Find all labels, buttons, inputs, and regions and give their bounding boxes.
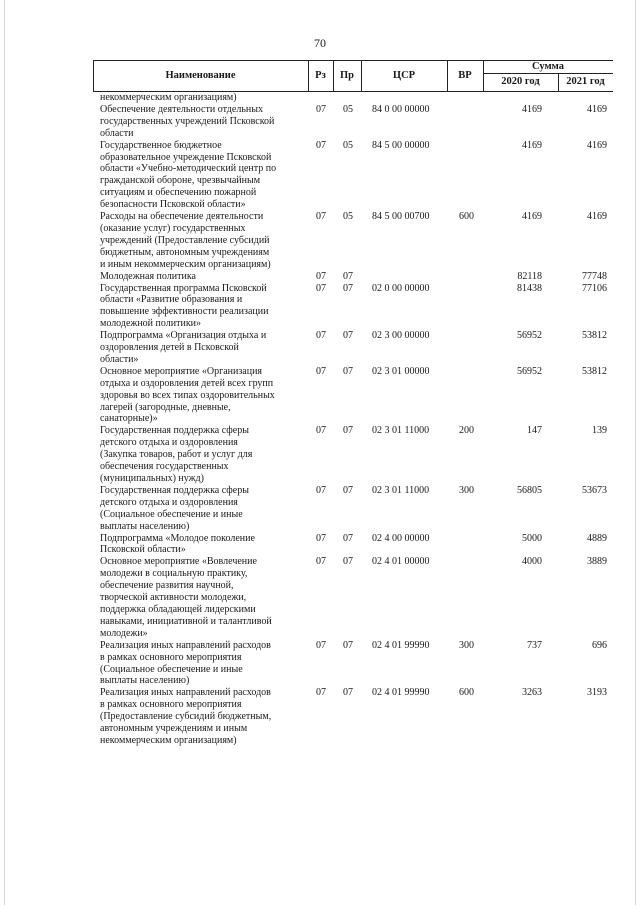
row-sum-2020: 737 — [527, 639, 542, 651]
row-name-line: обеспечение развития научной, — [100, 580, 234, 592]
row-rz: 07 — [316, 270, 326, 282]
row-rz: 07 — [316, 282, 326, 294]
header-sum: Сумма — [532, 61, 564, 72]
table-row — [0, 640, 640, 688]
row-sum-2020: 4169 — [522, 103, 542, 115]
row-sum-2021: 3193 — [587, 687, 607, 699]
row-name-line: детского отдыха и оздоровления — [100, 437, 238, 449]
page-number: 70 — [314, 36, 326, 50]
row-name-line: области — [100, 127, 134, 139]
row-name-line: (Социальное обеспечение и иные — [100, 508, 243, 520]
row-rz: 07 — [316, 687, 326, 699]
row-name-line: Реализация иных направлений расходов — [100, 639, 271, 651]
row-name-line: Расходы на обеспечение деятельности — [100, 211, 264, 223]
row-name-line: (Предоставление субсидий бюджетным, — [100, 711, 272, 723]
row-sum-2021: 696 — [592, 639, 607, 651]
table-row — [0, 366, 640, 426]
row-sum-2021: 4889 — [587, 532, 607, 544]
row-vr: 600 — [459, 211, 474, 223]
row-name-line: области «Учебно-методический центр по — [100, 163, 277, 175]
row-name-line: Обеспечение деятельности отдельных — [100, 103, 263, 115]
row-name-line: области «Развитие образования и — [100, 294, 243, 306]
row-name-line: автономным учреждениям и иным — [100, 723, 248, 735]
table-row — [0, 330, 640, 366]
row-name-line: гражданской обороне, чрезвычайным — [100, 175, 261, 187]
table-row — [0, 104, 640, 140]
row-sum-2020: 3263 — [522, 687, 542, 699]
row-name-line: оздоровления детей в Псковской — [100, 342, 239, 354]
row-csr: 02 3 01 00000 — [372, 365, 430, 377]
header-name: Наименование — [165, 70, 236, 81]
row-name-line: выплаты населению) — [100, 520, 190, 532]
row-pr: 07 — [343, 532, 353, 544]
row-name-line: некоммерческим организациям) — [100, 734, 237, 746]
header-year-2021: 2021 год — [566, 76, 605, 87]
row-sum-2020: 81438 — [517, 282, 542, 294]
row-name — [100, 366, 305, 426]
row-pr: 07 — [343, 270, 353, 282]
header-rz: Рз — [315, 70, 326, 81]
row-name-line: Государственная программа Псковской — [100, 282, 267, 294]
row-sum-2021: 139 — [592, 425, 607, 437]
row-name-line: отдыха и оздоровления детей всех групп — [100, 377, 274, 389]
row-name-line: выплаты населению) — [100, 675, 190, 687]
row-sum-2020: 147 — [527, 425, 542, 437]
row-name-line: и иным некоммерческим организациям) — [100, 258, 271, 270]
table-row — [0, 271, 640, 283]
row-csr: 02 4 01 99990 — [372, 687, 430, 699]
table-row — [0, 687, 640, 747]
header-vr: ВР — [458, 70, 472, 81]
row-pr: 07 — [343, 425, 353, 437]
table-row — [0, 485, 640, 533]
row-pr: 07 — [343, 639, 353, 651]
row-name-line: в рамках основного мероприятия — [100, 699, 242, 711]
row-sum-2020: 5000 — [522, 532, 542, 544]
row-name-line: образовательное учреждение Псковской — [100, 151, 272, 163]
row-name — [100, 485, 305, 533]
row-name — [100, 271, 305, 283]
row-name-line: государственных учреждений Псковской — [100, 115, 275, 127]
row-csr: 84 5 00 00000 — [372, 139, 430, 151]
row-rz: 07 — [316, 639, 326, 651]
row-name — [100, 104, 305, 140]
header-pr: Пр — [339, 70, 354, 81]
row-name-line: (Социальное обеспечение и иные — [100, 663, 243, 675]
row-name-line: санаторные)» — [100, 413, 158, 425]
row-name-line: молодежи в социальную практику, — [100, 568, 248, 580]
row-sum-2020: 4169 — [522, 211, 542, 223]
row-name — [100, 330, 305, 366]
row-sum-2021: 4169 — [587, 103, 607, 115]
row-pr: 05 — [343, 103, 353, 115]
row-name-line: Государственная поддержка сферы — [100, 484, 249, 496]
table-row — [0, 211, 640, 271]
row-csr: 02 0 00 00000 — [372, 282, 430, 294]
table-row — [0, 283, 640, 331]
row-rz: 07 — [316, 103, 326, 115]
row-name-line: творческой активности молодежи, — [100, 592, 247, 604]
row-name-line: молодежи» — [100, 627, 148, 639]
row-name — [100, 533, 305, 557]
row-name-line: ситуациям и обеспечению пожарной — [100, 187, 257, 199]
row-rz: 07 — [316, 484, 326, 496]
row-name-line: (муниципальных) нужд) — [100, 473, 204, 484]
row-pr: 07 — [343, 484, 353, 496]
row-name — [100, 283, 305, 331]
row-name-line: Подпрограмма «Молодое поколение — [100, 532, 255, 544]
row-name-line: (Закупка товаров, работ и услуг для — [100, 449, 253, 461]
row-csr: 02 3 00 00000 — [372, 330, 430, 342]
row-name-line: Псковской области» — [100, 544, 186, 556]
row-csr: 02 3 01 11000 — [372, 484, 430, 496]
row-pr: 05 — [343, 139, 353, 151]
row-csr: 02 4 01 99990 — [372, 639, 430, 651]
row-name-line: Государственная поддержка сферы — [100, 425, 249, 437]
row-pr: 07 — [343, 365, 353, 377]
row-sum-2020: 56805 — [517, 484, 542, 496]
row-pr: 07 — [343, 687, 353, 699]
row-sum-2020: 56952 — [517, 330, 542, 342]
row-pr: 07 — [343, 556, 353, 568]
row-name-line: области» — [100, 353, 139, 365]
row-name-line: обеспечения государственных — [100, 461, 229, 473]
row-name-line: здоровья во всех типах оздоровительных — [100, 389, 275, 401]
row-name — [100, 640, 305, 688]
row-name — [100, 425, 305, 485]
row-name-line: молодежной политики» — [100, 318, 202, 330]
table-row — [0, 533, 640, 557]
row-rz: 07 — [316, 556, 326, 568]
row-name-line: Основное мероприятие «Организация — [100, 365, 263, 377]
row-name-line: в рамках основного мероприятия — [100, 651, 242, 663]
row-name-line: Основное мероприятие «Вовлечение — [100, 556, 257, 568]
row-name-line: Подпрограмма «Организация отдыха и — [100, 330, 267, 342]
row-csr: 84 0 00 00000 — [372, 103, 430, 115]
table-row — [0, 140, 640, 211]
row-name-line: Молодежная политика — [100, 270, 196, 282]
table-row — [0, 425, 640, 485]
row-csr: 84 5 00 00700 — [372, 211, 430, 223]
row-rz: 07 — [316, 365, 326, 377]
table-header — [93, 60, 613, 92]
row-name-line: (оказание услуг) государственных — [100, 222, 246, 234]
row-name-line: Реализация иных направлений расходов — [100, 687, 271, 699]
row-name-line: бюджетным, автономным учреждениям — [100, 246, 270, 258]
row-name-line: повышение эффективности реализации — [100, 306, 269, 318]
row-rz: 07 — [316, 139, 326, 151]
row-name-line: навыками, инициативной и талантливой — [100, 615, 272, 627]
row-vr: 600 — [459, 687, 474, 699]
row-csr: 02 4 01 00000 — [372, 556, 430, 568]
row-pr: 05 — [343, 211, 353, 223]
row-csr: 02 4 00 00000 — [372, 532, 430, 544]
row-name-line: детского отдыха и оздоровления — [100, 496, 238, 508]
row-sum-2020: 56952 — [517, 365, 542, 377]
row-name — [100, 556, 305, 639]
row-name — [100, 140, 305, 211]
row-name-line: лагерей (загородные, дневные, — [100, 401, 231, 413]
row-name-line: Государственное бюджетное — [100, 139, 222, 151]
row-csr: 02 3 01 11000 — [372, 425, 430, 437]
row-pr: 07 — [343, 282, 353, 294]
row-name — [100, 211, 305, 271]
row-sum-2021: 77748 — [582, 270, 607, 282]
row-sum-2021: 53673 — [582, 484, 607, 496]
header-csr: ЦСР — [392, 70, 416, 81]
row-sum-2021: 53812 — [582, 365, 607, 377]
row-rz: 07 — [316, 330, 326, 342]
row-sum-2021: 77106 — [582, 282, 607, 294]
row-pr: 07 — [343, 330, 353, 342]
row-name-line: безопасности Псковской области» — [100, 199, 246, 211]
row-sum-2021: 53812 — [582, 330, 607, 342]
row-sum-2021: 4169 — [587, 139, 607, 151]
row-sum-2020: 4169 — [522, 139, 542, 151]
row-vr: 200 — [459, 425, 474, 437]
table-body — [0, 92, 640, 747]
row-vr: 300 — [459, 484, 474, 496]
table-row — [0, 556, 640, 639]
row-rz: 07 — [316, 211, 326, 223]
row-sum-2021: 4169 — [587, 211, 607, 223]
row-vr: 300 — [459, 639, 474, 651]
row-name — [100, 687, 305, 747]
row-rz: 07 — [316, 425, 326, 437]
header-year-2020: 2020 год — [501, 76, 540, 87]
row-sum-2020: 4000 — [522, 556, 542, 568]
row-name-line: поддержка обладающей лидерскими — [100, 603, 256, 615]
continuation-text: некоммерческим организациям) — [100, 92, 237, 103]
row-sum-2021: 3889 — [587, 556, 607, 568]
row-rz: 07 — [316, 532, 326, 544]
row-sum-2020: 82118 — [517, 270, 542, 282]
row-name-line: учреждений (Предоставление субсидий — [100, 234, 270, 246]
